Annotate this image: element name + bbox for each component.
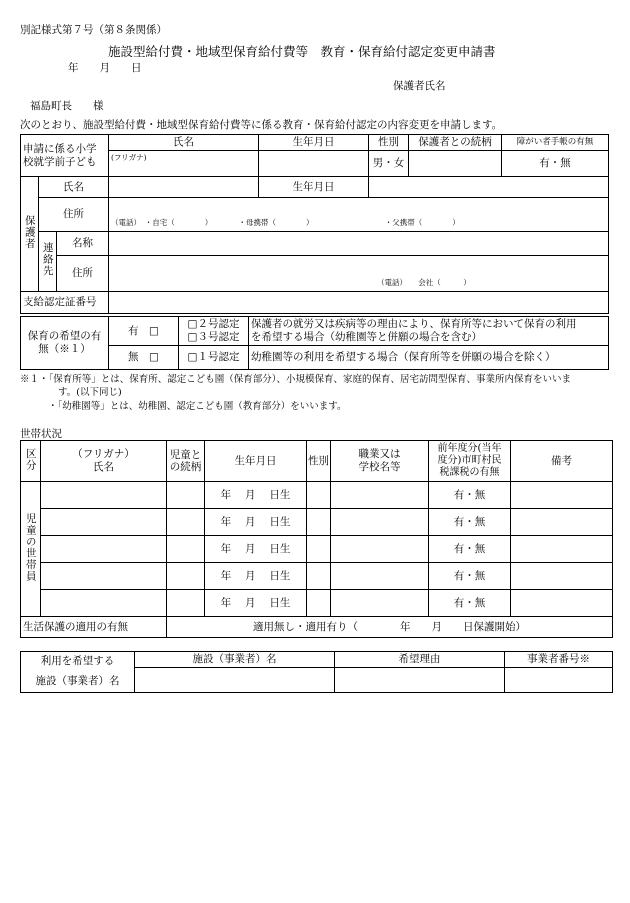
facility-table — [20, 651, 613, 693]
hh-col-relation: 児童との続柄 — [167, 441, 205, 482]
guardian-name-input[interactable] — [109, 177, 259, 198]
col-name: 氏名 — [109, 135, 259, 151]
care-wish-label-line2: 無（※１） — [38, 343, 91, 355]
reason-yes-line2: を希望する場合（幼稚園等と併願の場合を含む） — [251, 331, 482, 343]
table-row — [21, 590, 613, 617]
guardian-phone-line: （電話） ・自宅（ ） ・母携帯（ ） ・父携帯（ ） — [111, 218, 460, 228]
hh-sex-input[interactable] — [307, 509, 331, 536]
child-name-input[interactable] — [109, 151, 259, 177]
hh-name-input[interactable] — [41, 590, 167, 617]
col-sex: 性別 — [369, 135, 409, 151]
guardian-address-input[interactable] — [109, 198, 609, 232]
hh-relation-input[interactable] — [167, 482, 205, 509]
hh-relation-input[interactable] — [167, 590, 205, 617]
hh-remarks-input[interactable] — [511, 536, 613, 563]
hh-name-input[interactable] — [41, 536, 167, 563]
care-wish-no-checkbox[interactable]: 無 □ — [109, 346, 179, 370]
cert-1-checkbox[interactable]: □１号認定 — [179, 346, 249, 370]
guardian-name-label: 保護者氏名 — [393, 80, 446, 92]
hh-col-tax-line1: 前年度分(当年 — [437, 443, 502, 454]
note-1-line2: す。(以下同じ) — [58, 387, 122, 398]
guardian-name-label: 氏名 — [39, 177, 109, 198]
facility-col-name: 施設（事業者）名 — [135, 652, 335, 668]
child-label-cell — [21, 135, 109, 177]
hh-col-job — [331, 441, 429, 482]
contact-phone-line: （電話） 会社（ ） — [377, 278, 471, 288]
guardian-dob-label: 生年月日 — [259, 177, 369, 198]
guardian-dob-input[interactable] — [369, 177, 609, 198]
hh-job-input[interactable] — [331, 509, 429, 536]
hh-member-label: 児童の世帯員 — [24, 512, 37, 582]
hh-name-input[interactable] — [41, 482, 167, 509]
note-2: ・「幼稚園等」とは、幼稚園、認定こども園（教育部分）をいいます。 — [48, 401, 347, 412]
household-table — [20, 440, 613, 638]
facility-name-input[interactable] — [135, 668, 335, 693]
contact-label-cell — [39, 232, 57, 292]
hh-remarks-input[interactable] — [511, 509, 613, 536]
table-row — [21, 509, 613, 536]
hh-job-input[interactable] — [331, 482, 429, 509]
hh-remarks-input[interactable] — [511, 482, 613, 509]
child-relation-input[interactable] — [409, 151, 502, 177]
hh-sex-input[interactable] — [307, 563, 331, 590]
facility-reason-input[interactable] — [335, 668, 505, 693]
note-1-line1: ※１・「保育所等」とは、保育所、認定こども園（保育部分）、小規模保育、家庭的保育、居宅訪問型保育、事業所内保育をいいま — [20, 374, 572, 385]
child-label-line1: 申請に係る小学 — [23, 142, 97, 155]
child-dob-input[interactable] — [259, 151, 369, 177]
certificate-number-label: 支給認定証番号 — [21, 292, 109, 314]
care-wish-table — [20, 316, 609, 370]
table-row — [21, 563, 613, 590]
hh-dob[interactable]: 年 月 日生 — [205, 509, 307, 536]
hh-job-input[interactable] — [331, 590, 429, 617]
contact-address-input[interactable] — [109, 256, 609, 292]
contact-address-label: 住所 — [57, 256, 109, 292]
facility-col-number: 事業者番号※ — [505, 652, 613, 668]
care-wish-label-cell — [21, 317, 109, 370]
guardian-address-label: 住所 — [39, 198, 109, 232]
reason-yes-line1: 保護者の就労又は疾病等の理由により、保育所等において保育の利用 — [251, 318, 577, 331]
welfare-value[interactable]: 適用無し・適用有り（ 年 月 日保護開始） — [167, 617, 613, 638]
child-label-line2: 校就学前子ども — [23, 155, 97, 168]
hh-sex-input[interactable] — [307, 590, 331, 617]
care-wish-yes-checkbox[interactable]: 有 □ — [109, 317, 179, 346]
table-row — [21, 482, 613, 509]
facility-col-reason: 希望理由 — [335, 652, 505, 668]
certificate-number-input[interactable] — [109, 292, 609, 314]
col-disability: 障がい者手帳の有無 — [502, 135, 609, 151]
hh-tax-choice[interactable]: 有・無 — [429, 482, 511, 509]
facility-number-input[interactable] — [505, 668, 613, 693]
facility-label-line1: 利用を希望する — [40, 655, 115, 667]
hh-col-tax-line2: 度分)市町村民 — [437, 455, 502, 466]
contact-label: 連絡先 — [41, 242, 54, 277]
hh-col-name-line1: （フリガナ） — [72, 448, 135, 461]
date-line: 年 月 日 — [68, 62, 142, 74]
hh-dob[interactable]: 年 月 日生 — [205, 590, 307, 617]
hh-relation-input[interactable] — [167, 563, 205, 590]
cert-2-checkbox[interactable]: □２号認定 — [187, 318, 240, 331]
hh-col-category: 区分 — [21, 441, 41, 482]
guardian-label: 保護者 — [23, 214, 36, 250]
hh-sex-input[interactable] — [307, 536, 331, 563]
facility-label-line2: 施設（事業者）名 — [35, 674, 120, 687]
cert-2-3-cell — [179, 317, 249, 346]
hh-tax-choice[interactable]: 有・無 — [429, 536, 511, 563]
hh-remarks-input[interactable] — [511, 563, 613, 590]
hh-col-dob: 生年月日 — [205, 441, 307, 482]
hh-dob[interactable]: 年 月 日生 — [205, 536, 307, 563]
hh-name-input[interactable] — [41, 509, 167, 536]
hh-dob[interactable]: 年 月 日生 — [205, 563, 307, 590]
welfare-label: 生活保護の適用の有無 — [21, 617, 167, 638]
hh-relation-input[interactable] — [167, 509, 205, 536]
col-relation: 保護者との続柄 — [409, 135, 502, 151]
contact-name-label: 名称 — [57, 232, 109, 256]
hh-col-name — [41, 441, 167, 482]
household-title: 世帯状況 — [20, 428, 62, 440]
table-row — [21, 536, 613, 563]
hh-tax-choice[interactable]: 有・無 — [429, 509, 511, 536]
intro-text: 次のとおり、施設型給付費・地域型保育給付費等に係る教育・保育給付認定の内容変更を申請します。 — [20, 119, 503, 131]
hh-job-input[interactable] — [331, 563, 429, 590]
care-wish-label-line1: 保育の希望の有 — [27, 330, 102, 343]
hh-col-job-line1: 職業又は — [358, 448, 401, 461]
hh-col-tax — [429, 441, 511, 482]
child-sex-choice[interactable]: 男・女 — [369, 151, 409, 177]
hh-tax-choice[interactable]: 有・無 — [429, 563, 511, 590]
hh-sex-input[interactable] — [307, 482, 331, 509]
child-disability-choice[interactable]: 有・無 — [502, 151, 609, 177]
hh-tax-choice[interactable]: 有・無 — [429, 590, 511, 617]
hh-col-remarks: 備考 — [511, 441, 613, 482]
hh-remarks-input[interactable] — [511, 590, 613, 617]
contact-name-input[interactable] — [109, 232, 609, 256]
form-number: 別記様式第７号（第８条関係） — [20, 24, 167, 36]
hh-job-input[interactable] — [331, 536, 429, 563]
hh-col-sex: 性別 — [307, 441, 331, 482]
hh-name-input[interactable] — [41, 563, 167, 590]
hh-col-name-line2: 氏名 — [93, 461, 114, 473]
addressee: 福島町長 様 — [30, 100, 104, 112]
reason-no: 幼稚園等の利用を希望する場合（保育所等を併願の場合を除く） — [249, 346, 609, 370]
facility-label-cell — [21, 652, 135, 693]
reason-yes-cell — [249, 317, 609, 346]
furigana-label: (フリガナ) — [111, 153, 147, 162]
cert-3-checkbox[interactable]: □３号認定 — [187, 331, 240, 343]
main-table — [20, 134, 609, 314]
col-dob: 生年月日 — [259, 135, 369, 151]
guardian-label-cell — [21, 177, 39, 292]
hh-col-tax-line3: 税課税の有無 — [439, 467, 500, 478]
form-title: 施設型給付費・地域型保育給付費等 教育・保育給付認定変更申請書 — [108, 44, 496, 59]
hh-member-label-cell — [21, 482, 41, 617]
hh-col-job-line2: 学校名等 — [358, 461, 401, 473]
hh-relation-input[interactable] — [167, 536, 205, 563]
hh-dob[interactable]: 年 月 日生 — [205, 482, 307, 509]
